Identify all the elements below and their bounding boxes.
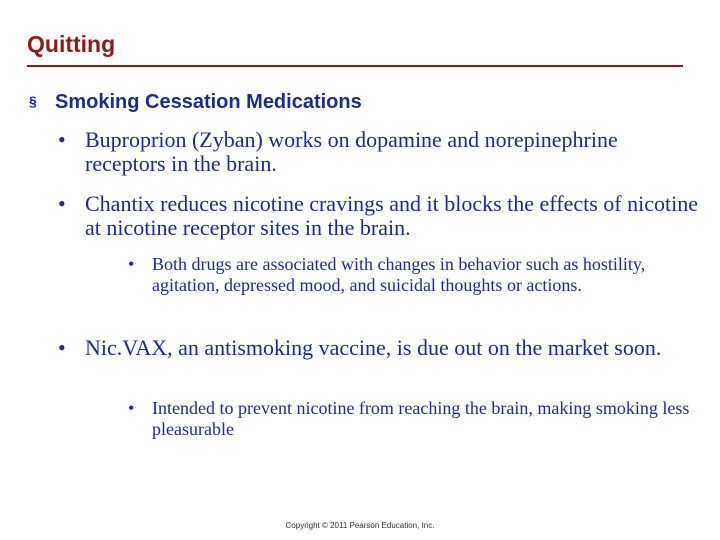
bullet-nicvax: [58, 336, 678, 360]
title-divider: [27, 65, 683, 67]
bullet-chantix: [58, 192, 698, 240]
section-bullet-icon: §: [29, 93, 37, 109]
bullet-dot-icon: •: [128, 398, 135, 418]
sub-bullet-vaccine-purpose: [128, 398, 708, 440]
section-heading: [29, 91, 362, 114]
bullet-dot-icon: •: [58, 335, 66, 360]
bullet-text: Intended to prevent nicotine from reaching the brain, making smoking less pleasurable: [152, 398, 690, 439]
bullet-dot-icon: •: [58, 191, 66, 216]
copyright-footer: Copyright © 2011 Pearson Education, Inc.: [285, 521, 435, 530]
bullet-text: Buproprion (Zyban) works on dopamine and norepinephrine receptors in the brain.: [85, 127, 618, 176]
section-heading-text: Smoking Cessation Medications: [55, 91, 362, 113]
bullet-text: Nic.VAX, an antismoking vaccine, is due out on the market soon.: [85, 335, 662, 360]
bullet-text: Both drugs are associated with changes in behavior such as hostility, agitation, depressed mood, and suicidal thoughts or actions.: [152, 254, 646, 295]
sub-bullet-side-effects: [128, 254, 708, 296]
slide-title: Quitting: [27, 31, 116, 57]
bullet-zyban: [58, 128, 678, 176]
bullet-text: Chantix reduces nicotine cravings and it blocks the effects of nicotine at nicotine receptor sites in the brain.: [85, 191, 698, 240]
bullet-dot-icon: •: [128, 254, 135, 274]
bullet-dot-icon: •: [58, 127, 66, 152]
